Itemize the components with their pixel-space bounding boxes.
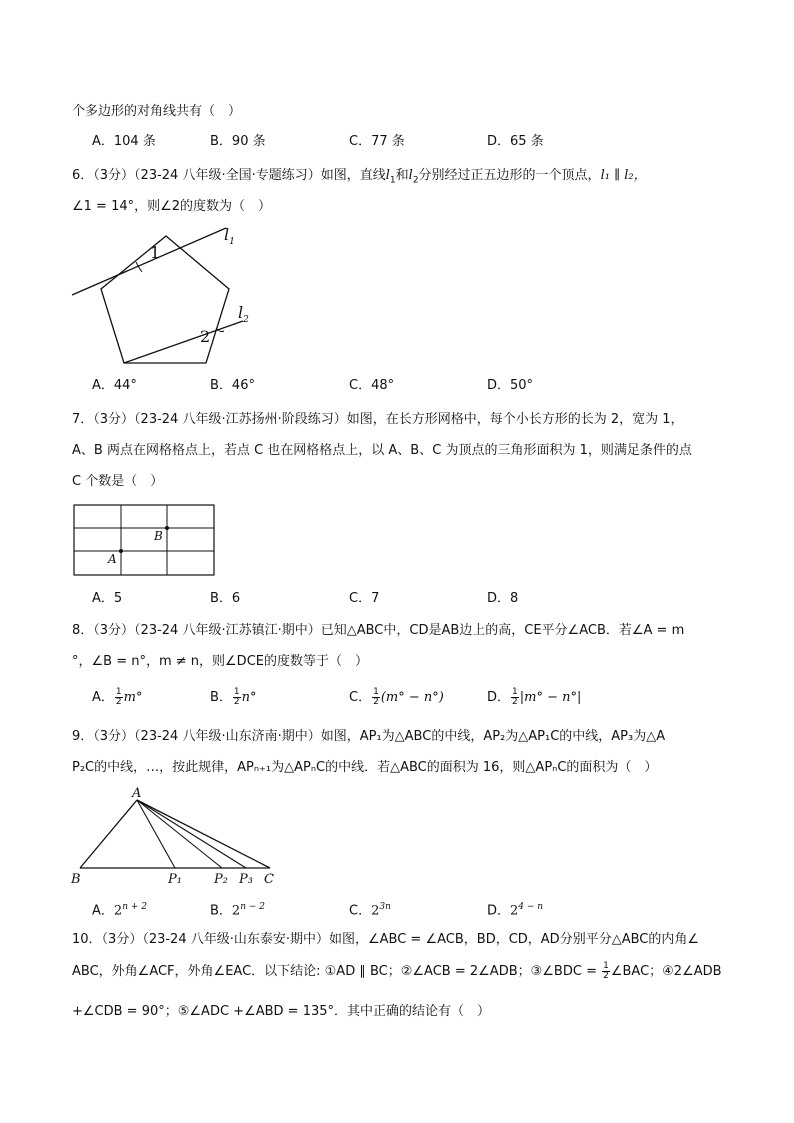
q10-stem-line3: +∠CDB = 90°；⑤∠ADC +∠ABD = 135°．其中正确的结论有（ ） — [72, 1004, 491, 1019]
q7-option-c[interactable]: C．7 — [349, 591, 380, 606]
q9-option-a[interactable]: A．$2^{n + 2}$ — [92, 902, 147, 919]
median-ap2 — [137, 800, 222, 868]
label-c: C — [264, 872, 274, 887]
label-b: B — [154, 529, 163, 543]
q6-option-d[interactable]: D．50° — [487, 378, 534, 393]
label-a: A — [108, 552, 117, 566]
q7-option-d[interactable]: D．8 — [487, 591, 519, 606]
label-p3: P₃ — [239, 872, 253, 887]
q6-option-a[interactable]: A．44° — [92, 378, 137, 393]
q7-stem-line1: 7．（3分）（23-24 八年级·江苏扬州·阶段练习）如图，在长方形网格中，每个小长方形的长为 2，宽为 1， — [72, 412, 684, 427]
q9-option-c[interactable]: C．$2^{3n}$ — [349, 902, 391, 919]
q8-option-b[interactable]: B． $\frac{1}{2}$ n° — [210, 687, 257, 707]
q6-stem-line2: ∠1 = 14°，则∠2的度数为（ ） — [72, 199, 272, 214]
q5-option-c[interactable]: C．77 条 — [349, 134, 405, 149]
q6-option-b[interactable]: B．46° — [210, 378, 255, 393]
q9-option-d[interactable]: D．$2^{4 - n}$ — [487, 902, 544, 919]
angle1-label: 1 — [150, 243, 161, 262]
label-p2: P₂ — [214, 872, 228, 887]
q8-option-c[interactable]: C． $\frac{1}{2}$ (m° − n°) — [349, 687, 444, 707]
q10-stem-line2: ABC，外角∠ACF，外角∠EAC．以下结论: ①AD ∥ BC；②∠ACB = 2∠ADB；③∠BDC = $\frac{1}{2}$ ∠BAC；④2∠ADB — [72, 961, 722, 981]
q9-option-b[interactable]: B．$2^{n - 2}$ — [210, 902, 265, 919]
label-a: A — [132, 786, 142, 801]
q8-option-a[interactable]: A． $\frac{1}{2}$ m° — [92, 687, 143, 707]
median-ap3 — [137, 800, 246, 868]
q7-option-b[interactable]: B．6 — [210, 591, 241, 606]
q5-option-d[interactable]: D．65 条 — [487, 134, 544, 149]
l2-label: $l_2$ — [238, 303, 249, 325]
q5-option-a[interactable]: A．104 条 — [92, 134, 156, 149]
q5-option-b[interactable]: B．90 条 — [210, 134, 266, 149]
q6-option-c[interactable]: C．48° — [349, 378, 395, 393]
q7-stem-line3: C 个数是（ ） — [72, 474, 164, 489]
q8-option-d[interactable]: D． $\frac{1}{2}$ |m° − n°| — [487, 687, 582, 707]
q7-option-a[interactable]: A．5 — [92, 591, 123, 606]
q6-stem-line1: 6．（3分）（23-24 八年级·全国·专题练习）如图，直线$l_1$和$l_2$分别经过正五边形的一个顶点，l₁ ∥ l₂， — [72, 168, 647, 186]
l1-label: $l_1$ — [224, 225, 235, 247]
label-b: B — [71, 872, 81, 887]
q9-stem-line1: 9．（3分）（23-24 八年级·山东济南·期中）如图，AP₁为△ABC的中线，AP₂为△AP₁C的中线，AP₃为△A — [72, 729, 666, 744]
q8-stem-line1: 8．（3分）（23-24 八年级·江苏镇江·期中）已知△ABC中，CD是AB边上的高，CE平分∠ACB．若∠A = m — [72, 623, 685, 638]
q7-stem-line2: A、B 两点在网格格点上，若点 C 也在网格格点上，以 A、B、C 为顶点的三角形面积为 1，则满足条件的点 — [72, 443, 692, 458]
q5-stem: 个多边形的对角线共有（ ） — [72, 104, 242, 119]
q9-stem-line2: P₂C的中线，…，按此规律，APₙ₊₁为△APₙC的中线．若△ABC的面积为 16，则△APₙC的面积为（ ） — [72, 760, 658, 775]
q8-stem-line2: °，∠B = n°，m ≠ n，则∠DCE的度数等于（ ） — [72, 654, 368, 669]
q10-stem-line1: 10．（3分）（23-24 八年级·山东泰安·期中）如图，∠ABC = ∠ACB，BD，CD，AD分别平分△ABC的内角∠ — [72, 932, 700, 947]
label-p1: P₁ — [168, 872, 182, 887]
angle2-label: 2 — [200, 327, 211, 346]
